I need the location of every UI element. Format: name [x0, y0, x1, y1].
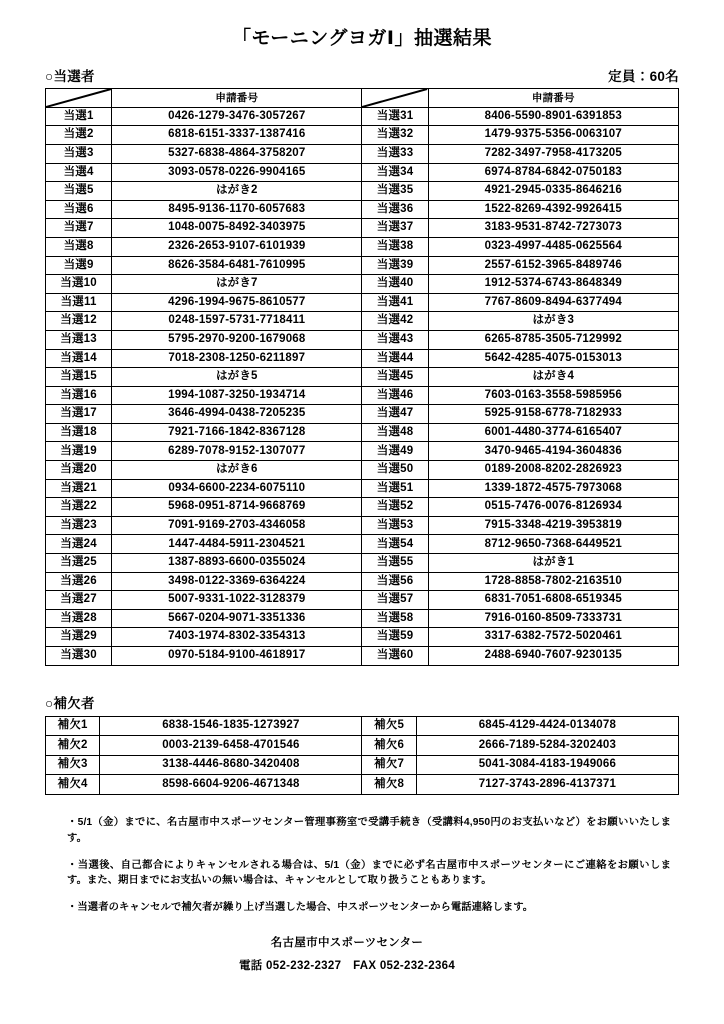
waitlist-table	[45, 716, 679, 795]
winner-value-left: 3498-0122-3369-6364224	[112, 572, 362, 591]
winner-value-left: 1048-0075-8492-3403975	[112, 219, 362, 238]
winner-label-right: 当選31	[362, 107, 428, 126]
winner-value-right: 1479-9375-5356-0063107	[428, 126, 678, 145]
winner-label-left: 当選13	[46, 330, 112, 349]
winner-label-left: 当選23	[46, 516, 112, 535]
footer-block	[45, 934, 679, 973]
winner-value-left: 1994-1087-3250-1934714	[112, 386, 362, 405]
winner-label-left: 当選1	[46, 107, 112, 126]
table-row	[46, 368, 679, 387]
table-row	[46, 461, 679, 480]
winner-label-right: 当選54	[362, 535, 428, 554]
winners-header-row	[46, 88, 679, 107]
winner-value-right: 6001-4480-3774-6165407	[428, 423, 678, 442]
footer-contact: 電話 052-232-2327 FAX 052-232-2364	[238, 960, 456, 973]
winner-value-left: 0934-6600-2234-6075110	[112, 479, 362, 498]
winner-value-left: 0970-5184-9100-4618917	[112, 647, 362, 666]
winner-value-right: 1728-8858-7802-2163510	[428, 572, 678, 591]
waitlist-label-left: 補欠2	[46, 736, 100, 756]
winner-label-left: 当選4	[46, 163, 112, 182]
winner-value-right: 7603-0163-3558-5985956	[428, 386, 678, 405]
table-row	[46, 442, 679, 461]
winner-value-right: 3183-9531-8742-7273073	[428, 219, 678, 238]
winner-value-left: 6289-7078-9152-1307077	[112, 442, 362, 461]
winners-section-header	[45, 65, 679, 85]
waitlist-table-body	[46, 716, 679, 794]
waitlist-label-right: 補欠5	[362, 716, 416, 736]
table-row	[46, 609, 679, 628]
winners-table-head	[46, 88, 679, 107]
winner-value-right: 6265-8785-3505-7129992	[428, 330, 678, 349]
winner-label-right: 当選42	[362, 312, 428, 331]
winner-label-right: 当選39	[362, 256, 428, 275]
winner-value-right: 0515-7476-0076-8126934	[428, 498, 678, 517]
footer-organization: 名古屋市中スポーツセンター	[270, 937, 424, 950]
winner-value-right: 3470-9465-4194-3604836	[428, 442, 678, 461]
winner-label-left: 当選6	[46, 200, 112, 219]
table-row	[46, 256, 679, 275]
winner-label-left: 当選21	[46, 479, 112, 498]
table-row	[46, 163, 679, 182]
waitlist-label-left: 補欠4	[46, 775, 100, 795]
waitlist-value-right: 2666-7189-5284-3202403	[416, 736, 678, 756]
winner-label-right: 当選51	[362, 479, 428, 498]
winner-label-left: 当選26	[46, 572, 112, 591]
winner-value-left: 2326-2653-9107-6101939	[112, 237, 362, 256]
winner-label-right: 当選50	[362, 461, 428, 480]
table-row	[46, 144, 679, 163]
winner-label-right: 当選53	[362, 516, 428, 535]
winner-value-right: 2488-6940-7607-9230135	[428, 647, 678, 666]
winners-column-header-left: 申請番号	[112, 88, 362, 107]
notes-block	[45, 815, 679, 917]
winner-label-right: 当選44	[362, 349, 428, 368]
table-row	[46, 330, 679, 349]
winner-label-left: 当選28	[46, 609, 112, 628]
winner-value-right: 0189-2008-8202-2826923	[428, 461, 678, 480]
winner-value-right: 7915-3348-4219-3953819	[428, 516, 678, 535]
waitlist-label-right: 補欠7	[362, 755, 416, 775]
winner-label-left: 当選2	[46, 126, 112, 145]
table-row	[46, 498, 679, 517]
table-row	[46, 591, 679, 610]
winner-value-right: はがき4	[428, 368, 678, 387]
table-row	[46, 386, 679, 405]
waitlist-label-right: 補欠8	[362, 775, 416, 795]
winner-value-right: はがき3	[428, 312, 678, 331]
winner-label-right: 当選48	[362, 423, 428, 442]
winner-value-left: はがき7	[112, 275, 362, 294]
waitlist-value-left: 8598-6604-9206-4671348	[100, 775, 362, 795]
winner-label-left: 当選10	[46, 275, 112, 294]
diagonal-header-cell-right	[362, 88, 428, 107]
table-row	[46, 312, 679, 331]
winner-label-left: 当選11	[46, 293, 112, 312]
winner-value-right: 1522-8269-4392-9926415	[428, 200, 678, 219]
table-row	[46, 736, 679, 756]
winner-value-right: 4921-2945-0335-8646216	[428, 182, 678, 201]
winner-label-left: 当選24	[46, 535, 112, 554]
winner-label-left: 当選25	[46, 554, 112, 573]
winner-label-left: 当選14	[46, 349, 112, 368]
table-row	[46, 237, 679, 256]
winner-value-right: 7916-0160-8509-7333731	[428, 609, 678, 628]
winner-label-left: 当選16	[46, 386, 112, 405]
winner-value-right: 2557-6152-3965-8489746	[428, 256, 678, 275]
winner-value-right: 1912-5374-6743-8648349	[428, 275, 678, 294]
table-row	[46, 219, 679, 238]
winner-value-left: はがき2	[112, 182, 362, 201]
table-row	[46, 107, 679, 126]
winner-label-right: 当選36	[362, 200, 428, 219]
winner-label-left: 当選19	[46, 442, 112, 461]
winner-label-right: 当選46	[362, 386, 428, 405]
table-row	[46, 293, 679, 312]
winner-value-left: 5007-9331-1022-3128379	[112, 591, 362, 610]
table-row	[46, 535, 679, 554]
winner-value-left: 5795-2970-9200-1679068	[112, 330, 362, 349]
winner-label-right: 当選47	[362, 405, 428, 424]
winner-label-left: 当選27	[46, 591, 112, 610]
winner-value-left: 1387-8893-6600-0355024	[112, 554, 362, 573]
winner-label-right: 当選60	[362, 647, 428, 666]
winner-value-right: 5642-4285-4075-0153013	[428, 349, 678, 368]
winner-label-right: 当選59	[362, 628, 428, 647]
winner-value-right: 6974-8784-6842-0750183	[428, 163, 678, 182]
winner-value-right: 8712-9650-7368-6449521	[428, 535, 678, 554]
waitlist-value-right: 6845-4129-4424-0134078	[416, 716, 678, 736]
winner-value-right: 6831-7051-6808-6519345	[428, 591, 678, 610]
winner-label-left: 当選5	[46, 182, 112, 201]
waitlist-label-right: 補欠6	[362, 736, 416, 756]
winner-label-left: 当選15	[46, 368, 112, 387]
winner-label-right: 当選38	[362, 237, 428, 256]
winner-value-left: 5667-0204-9071-3351336	[112, 609, 362, 628]
winners-table	[45, 88, 679, 666]
winner-value-left: 0426-1279-3476-3057267	[112, 107, 362, 126]
winner-value-left: 1447-4484-5911-2304521	[112, 535, 362, 554]
table-row	[46, 628, 679, 647]
winner-label-left: 当選7	[46, 219, 112, 238]
table-row	[46, 775, 679, 795]
winner-value-left: 0248-1597-5731-7718411	[112, 312, 362, 331]
table-row	[46, 647, 679, 666]
waitlist-label-left: 補欠1	[46, 716, 100, 736]
winner-value-right: 3317-6382-7572-5020461	[428, 628, 678, 647]
winner-value-right: 7767-8609-8494-6377494	[428, 293, 678, 312]
winner-value-left: 7403-1974-8302-3354313	[112, 628, 362, 647]
winner-label-right: 当選58	[362, 609, 428, 628]
table-row	[46, 405, 679, 424]
table-row	[46, 200, 679, 219]
winner-value-left: 6818-6151-3337-1387416	[112, 126, 362, 145]
table-row	[46, 554, 679, 573]
capacity-label: 定員：60名	[608, 68, 679, 84]
winner-value-right: 7282-3497-7958-4173205	[428, 144, 678, 163]
waitlist-value-left: 3138-4446-8680-3420408	[100, 755, 362, 775]
table-row	[46, 755, 679, 775]
winner-value-left: はがき6	[112, 461, 362, 480]
winner-label-left: 当選3	[46, 144, 112, 163]
winner-value-right: 1339-1872-4575-7973068	[428, 479, 678, 498]
diagonal-header-cell-left	[46, 88, 112, 107]
winner-label-left: 当選30	[46, 647, 112, 666]
winner-value-left: 7921-7166-1842-8367128	[112, 423, 362, 442]
winner-label-left: 当選12	[46, 312, 112, 331]
winner-value-left: はがき5	[112, 368, 362, 387]
winner-label-right: 当選37	[362, 219, 428, 238]
table-row	[46, 275, 679, 294]
winner-value-left: 7091-9169-2703-4346058	[112, 516, 362, 535]
winners-heading: ○当選者	[45, 68, 95, 84]
winner-value-left: 8495-9136-1170-6057683	[112, 200, 362, 219]
table-row	[46, 716, 679, 736]
winner-label-right: 当選33	[362, 144, 428, 163]
table-row	[46, 479, 679, 498]
waitlist-heading: ○補欠者	[45, 695, 95, 711]
winner-value-left: 3646-4994-0438-7205235	[112, 405, 362, 424]
waitlist-value-left: 6838-1546-1835-1273927	[100, 716, 362, 736]
note-item: ・5/1（金）までに、名古屋市中スポーツセンター管理事務室で受講手続き（受講料4,950円のお支払いなど）をお願いいたします。	[67, 816, 671, 844]
winner-label-right: 当選55	[362, 554, 428, 573]
note-item: ・当選後、自己都合によりキャンセルされる場合は、5/1（金）までに必ず名古屋市中スポーツセンターにご連絡をお願いします。また、期日までにお支払いの無い場合は、キャンセルとして取り扱うこともあります。	[67, 859, 671, 887]
waitlist-value-right: 7127-3743-2896-4137371	[416, 775, 678, 795]
winner-value-left: 4296-1994-9675-8610577	[112, 293, 362, 312]
winner-label-left: 当選29	[46, 628, 112, 647]
waitlist-value-right: 5041-3084-4183-1949066	[416, 755, 678, 775]
winner-label-right: 当選56	[362, 572, 428, 591]
winner-value-left: 5327-6838-4864-3758207	[112, 144, 362, 163]
table-row	[46, 572, 679, 591]
winner-label-right: 当選49	[362, 442, 428, 461]
winner-value-left: 3093-0578-0226-9904165	[112, 163, 362, 182]
winner-label-left: 当選8	[46, 237, 112, 256]
winner-label-left: 当選18	[46, 423, 112, 442]
waitlist-section-header	[45, 692, 679, 712]
winner-label-right: 当選35	[362, 182, 428, 201]
winner-value-right: 5925-9158-6778-7182933	[428, 405, 678, 424]
winner-label-right: 当選34	[362, 163, 428, 182]
winner-label-right: 当選40	[362, 275, 428, 294]
winner-label-left: 当選17	[46, 405, 112, 424]
winner-value-left: 5968-0951-8714-9668769	[112, 498, 362, 517]
waitlist-table-wrap	[45, 716, 679, 795]
table-row	[46, 349, 679, 368]
winner-value-left: 8626-3584-6481-7610995	[112, 256, 362, 275]
winner-label-right: 当選52	[362, 498, 428, 517]
winner-label-right: 当選43	[362, 330, 428, 349]
waitlist-label-left: 補欠3	[46, 755, 100, 775]
winner-value-left: 7018-2308-1250-6211897	[112, 349, 362, 368]
table-row	[46, 126, 679, 145]
page-title: 「モーニングヨガⅠ」抽選結果	[232, 28, 492, 49]
winner-label-left: 当選22	[46, 498, 112, 517]
winner-label-left: 当選20	[46, 461, 112, 480]
winners-table-body	[46, 107, 679, 665]
winner-label-right: 当選41	[362, 293, 428, 312]
winner-label-left: 当選9	[46, 256, 112, 275]
winner-value-right: はがき1	[428, 554, 678, 573]
table-row	[46, 423, 679, 442]
winner-label-right: 当選57	[362, 591, 428, 610]
winner-value-right: 0323-4997-4485-0625564	[428, 237, 678, 256]
winner-value-right: 8406-5590-8901-6391853	[428, 107, 678, 126]
waitlist-value-left: 0003-2139-6458-4701546	[100, 736, 362, 756]
winners-column-header-right: 申請番号	[428, 88, 678, 107]
table-row	[46, 516, 679, 535]
winner-label-right: 当選32	[362, 126, 428, 145]
winner-label-right: 当選45	[362, 368, 428, 387]
table-row	[46, 182, 679, 201]
note-item: ・当選者のキャンセルで補欠者が繰り上げ当選した場合、中スポーツセンターから電話連絡します。	[67, 902, 534, 914]
